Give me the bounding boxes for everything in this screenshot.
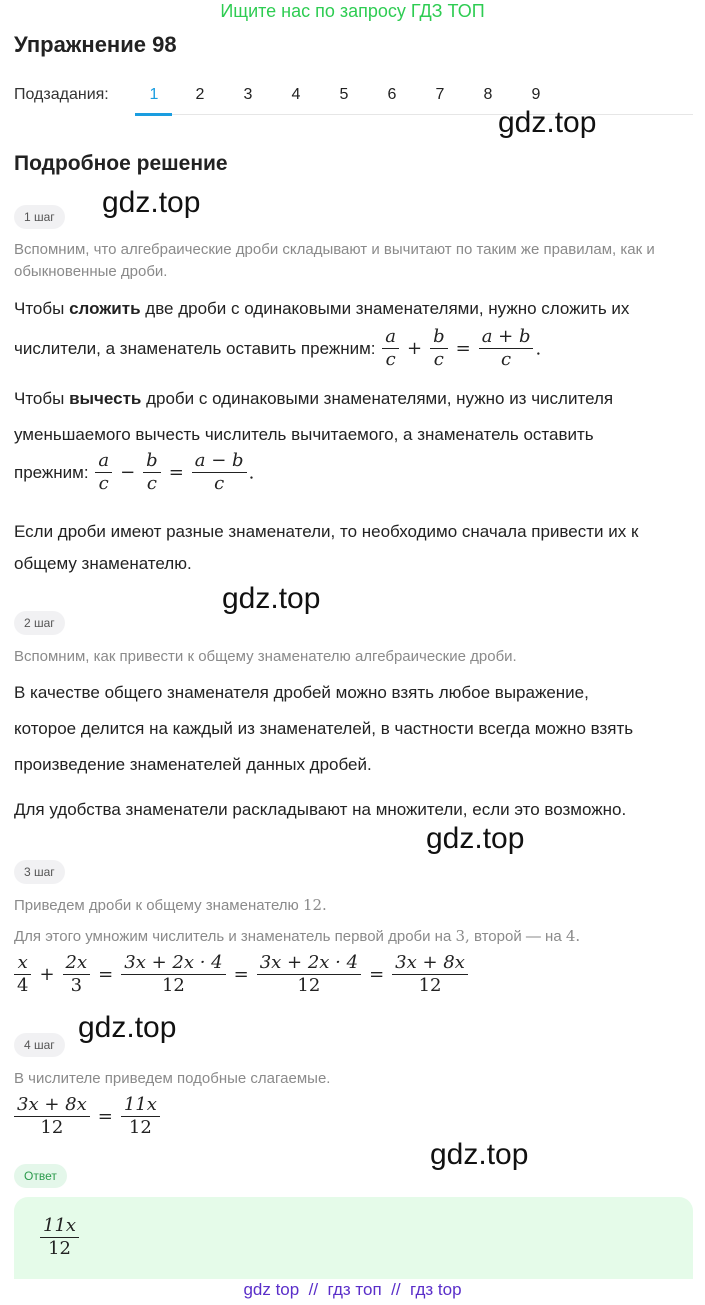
subtask-tab-2[interactable]: 2 <box>195 86 205 103</box>
step-badge: 4 шаг <box>14 1033 65 1057</box>
subtask-tab-9[interactable]: 9 <box>531 86 541 103</box>
step-text: Если дроби имеют разные знаменатели, то необходимо сначала привести их к общему знаменателю. <box>14 522 639 573</box>
watermark: gdz.top <box>426 822 525 855</box>
addition-formula: $\frac{a}{c}$ + $\frac{b}{c}$ = $\frac{a + b}{c}$ . <box>380 338 541 359</box>
watermark: gdz.top <box>102 186 201 219</box>
answer-box <box>14 1197 693 1279</box>
subtask-tab-5[interactable]: 5 <box>339 86 349 103</box>
subtask-tab-8[interactable]: 8 <box>483 86 493 103</box>
step-text: произведение знаменателей данных дробей. <box>14 755 372 774</box>
step-hint: В числителе приведем подобные слагаемые. <box>14 1070 331 1087</box>
answer-badge: Ответ <box>14 1164 67 1188</box>
subtask-tab-7[interactable]: 7 <box>435 86 445 103</box>
section-title: Подробное решение <box>14 152 228 175</box>
subtasks-divider <box>135 114 693 115</box>
step-badge: 3 шаг <box>14 860 65 884</box>
watermark: gdz.top <box>498 106 597 139</box>
top-banner[interactable]: Ищите нас по запросу ГДЗ ТОП <box>220 1 485 21</box>
footer-links[interactable]: gdz top // гдз топ // гдз top <box>243 1280 462 1299</box>
step-text: уменьшаемого вычесть числитель вычитаемого, а знаменатель оставить <box>14 425 594 444</box>
step-text: Чтобы вычесть дроби с одинаковыми знаменателями, нужно из числителя <box>14 389 614 408</box>
page-title: Упражнение 98 <box>14 32 177 57</box>
subtasks-label: Подзадания: <box>14 86 109 103</box>
subtask-active-indicator <box>135 113 172 116</box>
step-hint: Вспомним, как привести к общему знаменателю алгебраические дроби. <box>14 648 517 665</box>
common-denominator-formula: $\frac{x}{4}$ + $\frac{2x}{3}$ = $\frac{3x + 2x \cdot 4}{12}$ = $\frac{3x + 2x \cdot 4}{12}$ = $\frac{3x + 8x}{12}$ <box>12 952 470 997</box>
like-terms-formula: $\frac{3x + 8x}{12}$ = $\frac{11x}{12}$ <box>12 1094 162 1139</box>
step-text: числители, а знаменатель оставить прежним: $\frac{a}{c}$ + $\frac{b}{c}$ = $\frac{a + b}{c}$ . <box>14 326 542 370</box>
step-hint: Для этого умножим числитель и знаменатель первой дроби на 3, второй — на 4. <box>14 927 581 945</box>
subtask-tab-4[interactable]: 4 <box>291 86 301 103</box>
subtask-tab-3[interactable]: 3 <box>243 86 253 103</box>
subtraction-formula: $\frac{a}{c}$ − $\frac{b}{c}$ = $\frac{a - b}{c}$ . <box>93 462 254 483</box>
step-hint: Приведем дроби к общему знаменателю 12. <box>14 896 327 914</box>
subtask-tab-1[interactable]: 1 <box>149 86 159 103</box>
step-hint: Вспомним, что алгебраические дроби складывают и вычитают по таким же правилам, как и обыкновенные дроби. <box>14 241 655 280</box>
step-badge: 1 шаг <box>14 205 65 229</box>
watermark: gdz.top <box>78 1011 177 1044</box>
step-badge: 2 шаг <box>14 611 65 635</box>
watermark: gdz.top <box>430 1138 529 1171</box>
watermark: gdz.top <box>222 582 321 615</box>
step-text: которое делится на каждый из знаменателей, в частности всегда можно взять <box>14 719 634 738</box>
subtask-tab-6[interactable]: 6 <box>387 86 397 103</box>
step-text: прежним: $\frac{a}{c}$ − $\frac{b}{c}$ = $\frac{a - b}{c}$ . <box>14 450 255 494</box>
step-text: Для удобства знаменатели раскладывают на множители, если это возможно. <box>14 800 627 819</box>
step-text: Чтобы сложить две дроби с одинаковыми знаменателями, нужно сложить их <box>14 299 630 318</box>
answer-formula: $\frac{11x}{12}$ <box>38 1215 81 1260</box>
step-text: В качестве общего знаменателя дробей можно взять любое выражение, <box>14 683 589 702</box>
